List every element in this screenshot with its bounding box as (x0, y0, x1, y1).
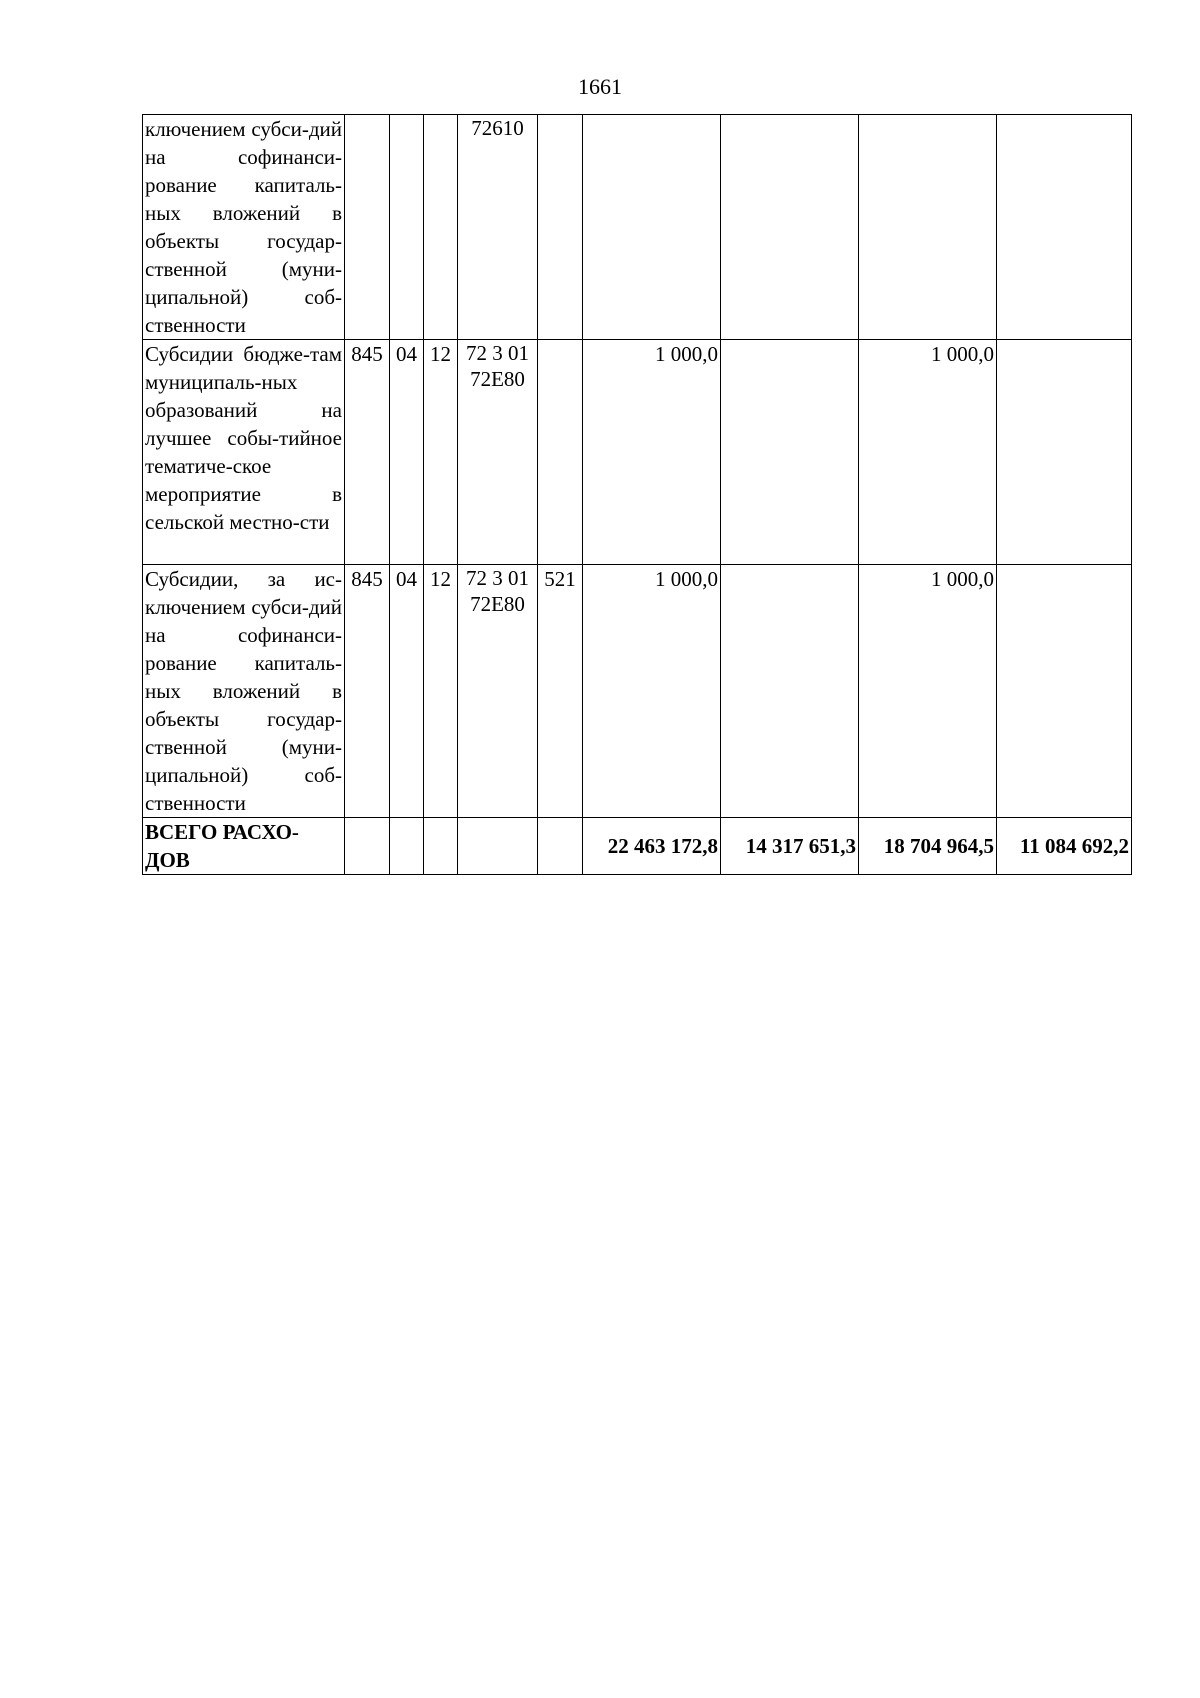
total-amount-cell-4: 11 084 692,2 (997, 818, 1132, 875)
expense-type-cell (538, 340, 583, 565)
amount-cell-3: 1 000,0 (859, 565, 997, 818)
amount-cell-4 (997, 115, 1132, 340)
amount-cell-2 (721, 565, 859, 818)
ministry-code-cell (345, 115, 390, 340)
section-code-cell (390, 818, 424, 875)
target-article-cell (458, 818, 538, 875)
table-row (143, 565, 1132, 818)
amount-cell-3: 1 000,0 (859, 340, 997, 565)
expense-type-cell (538, 115, 583, 340)
total-row (143, 818, 1132, 875)
expense-type-cell (538, 818, 583, 875)
section-code-cell: 04 (390, 340, 424, 565)
subsection-code-cell: 12 (424, 565, 458, 818)
page-number: 1661 (578, 74, 622, 99)
budget-table (142, 114, 1132, 875)
amount-cell-3 (859, 115, 997, 340)
table-row (143, 115, 1132, 340)
target-article-cell: 72 3 01 72E80 (458, 565, 538, 818)
total-label-cell: ВСЕГО РАСХО-ДОВ (143, 818, 345, 875)
expense-name-cell: ключением субси-дий на софинанси-рование капиталь-ных вложений в объекты государ-ственной (муни-ципальной) соб-ственности (143, 115, 345, 340)
amount-cell-1: 1 000,0 (583, 340, 721, 565)
total-amount-cell-2: 14 317 651,3 (721, 818, 859, 875)
amount-cell-4 (997, 340, 1132, 565)
total-amount-cell-3: 18 704 964,5 (859, 818, 997, 875)
target-article-cell: 72610 (458, 115, 538, 340)
ministry-code-cell (345, 818, 390, 875)
expense-name-cell: Субсидии бюдже-там муниципаль-ных образований на лучшее собы-тийное тематиче-ское мероприятие в сельской местно-сти (143, 340, 345, 565)
subsection-code-cell (424, 115, 458, 340)
subsection-code-cell (424, 818, 458, 875)
target-article-cell: 72 3 01 72E80 (458, 340, 538, 565)
table-row (143, 340, 1132, 565)
section-code-cell: 04 (390, 565, 424, 818)
total-amount-cell-1: 22 463 172,8 (583, 818, 721, 875)
amount-cell-4 (997, 565, 1132, 818)
amount-cell-2 (721, 340, 859, 565)
amount-cell-1 (583, 115, 721, 340)
ministry-code-cell: 845 (345, 340, 390, 565)
subsection-code-cell: 12 (424, 340, 458, 565)
ministry-code-cell: 845 (345, 565, 390, 818)
amount-cell-1: 1 000,0 (583, 565, 721, 818)
amount-cell-2 (721, 115, 859, 340)
expense-name-cell: Субсидии, за ис-ключением субси-дий на софинанси-рование капиталь-ных вложений в объекты государ-ственной (муни-ципальной) соб-ственности (143, 565, 345, 818)
expense-type-cell: 521 (538, 565, 583, 818)
section-code-cell (390, 115, 424, 340)
